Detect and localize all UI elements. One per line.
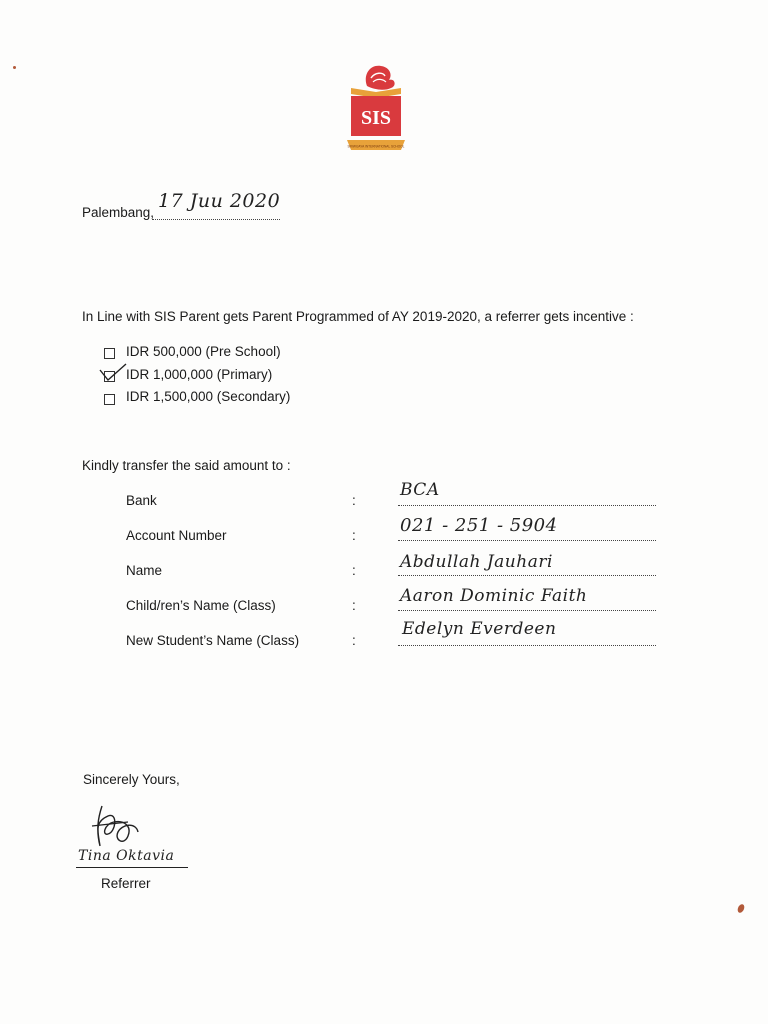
field-value-children-name: Aaron Dominic Faith (400, 586, 588, 606)
field-label-account-number: Account Number (126, 528, 227, 543)
field-label-bank: Bank (126, 493, 157, 508)
field-underline (398, 505, 656, 506)
option-label-preschool: IDR 500,000 (Pre School) (126, 344, 281, 359)
date-value: 17 Juu 2020 (158, 190, 281, 212)
field-value-bank: BCA (400, 480, 440, 500)
field-colon: : (352, 493, 356, 508)
field-colon: : (352, 528, 356, 543)
option-label-primary: IDR 1,000,000 (Primary) (126, 367, 273, 382)
field-underline (398, 575, 656, 576)
field-value-account-number: 021 - 251 - 5904 (400, 515, 558, 536)
closing-text: Sincerely Yours, (83, 772, 180, 787)
option-label-secondary: IDR 1,500,000 (Secondary) (126, 389, 291, 404)
checkmark-icon (98, 362, 128, 384)
field-label-new-student-name: New Student’s Name (Class) (126, 633, 300, 648)
field-value-name: Abdullah Jauhari (400, 552, 553, 572)
field-underline (398, 645, 656, 646)
signer-role: Referrer (101, 876, 151, 891)
field-colon: : (352, 633, 356, 648)
field-value-new-student-name: Edelyn Everdeen (402, 619, 557, 639)
field-label-name: Name (126, 563, 163, 578)
field-underline (398, 540, 656, 541)
logo-caption: SRIWIJAYA INTERNATIONAL SCHOOL (347, 144, 405, 149)
field-colon: : (352, 563, 356, 578)
option-checkbox-preschool[interactable] (104, 348, 115, 359)
scan-speck (736, 903, 745, 914)
date-underline (152, 219, 280, 220)
field-label-children-name: Child/ren’s Name (Class) (126, 598, 276, 613)
place-label: Palembang, (82, 205, 155, 220)
field-underline (398, 610, 656, 611)
sis-logo (345, 58, 407, 158)
transfer-intro: Kindly transfer the said amount to : (82, 458, 291, 473)
scan-speck (13, 66, 16, 69)
signature-line (76, 867, 188, 868)
logo-text: SIS (360, 107, 392, 129)
option-checkbox-secondary[interactable] (104, 394, 115, 405)
field-colon: : (352, 598, 356, 613)
intro-text: In Line with SIS Parent gets Parent Programmed of AY 2019-2020, a referrer gets incentive : (82, 309, 634, 324)
signer-name: Tina Oktavia (78, 848, 175, 864)
